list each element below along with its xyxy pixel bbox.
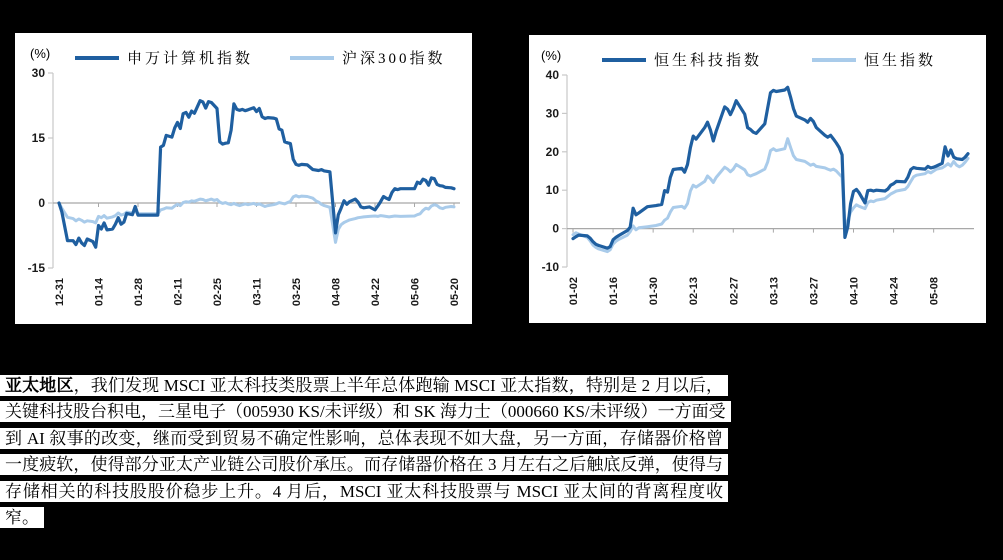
svg-text:02-11: 02-11: [172, 278, 185, 306]
svg-text:03-27: 03-27: [808, 277, 821, 306]
series-line-swatch: [75, 56, 119, 60]
svg-text:30: 30: [31, 66, 45, 80]
legend-item: [812, 49, 936, 70]
sw-computer-vs-csi300-chart: [15, 33, 472, 324]
chart-plot: [15, 63, 472, 324]
svg-text:01-16: 01-16: [608, 277, 621, 306]
svg-text:-10: -10: [541, 260, 559, 274]
svg-text:04-08: 04-08: [330, 278, 343, 307]
chart-legend: [529, 35, 986, 69]
svg-text:01-14: 01-14: [93, 278, 106, 307]
svg-text:05-20: 05-20: [449, 278, 461, 307]
legend-item: [290, 47, 446, 68]
legend-label: 恒生指数: [864, 53, 937, 69]
svg-text:03-13: 03-13: [768, 277, 781, 306]
series-line-swatch: [812, 58, 856, 62]
svg-text:15: 15: [31, 131, 45, 145]
svg-text:02-27: 02-27: [728, 277, 741, 306]
svg-text:01-30: 01-30: [648, 277, 661, 306]
svg-text:01-28: 01-28: [133, 278, 145, 307]
legend-label: 申万计算机指数: [127, 51, 254, 67]
svg-text:02-13: 02-13: [688, 277, 701, 306]
svg-text:30: 30: [545, 106, 559, 121]
hstech-vs-hsi-chart: [529, 35, 986, 323]
svg-text:10: 10: [545, 183, 559, 198]
legend-item: [602, 49, 762, 70]
svg-text:0: 0: [552, 221, 559, 236]
svg-text:04-24: 04-24: [888, 277, 901, 306]
chart-plot: [529, 65, 986, 323]
svg-text:12-31: 12-31: [54, 278, 66, 307]
svg-text:04-10: 04-10: [848, 277, 861, 306]
legend-item: [75, 47, 253, 68]
y-axis-unit-label: (%): [30, 46, 51, 61]
svg-text:03-11: 03-11: [251, 278, 264, 306]
svg-text:04-22: 04-22: [370, 278, 382, 307]
svg-text:40: 40: [545, 68, 559, 82]
svg-text:05-06: 05-06: [409, 278, 422, 307]
svg-text:01-02: 01-02: [568, 277, 580, 306]
chart-legend: [15, 33, 472, 67]
series-line-swatch: [602, 58, 646, 62]
series-line-swatch: [290, 56, 334, 60]
svg-text:03-25: 03-25: [291, 278, 303, 307]
y-axis-unit-label: (%): [541, 48, 562, 63]
commentary-lead: 亚太地区: [5, 376, 74, 395]
svg-text:0: 0: [38, 196, 45, 210]
svg-text:02-25: 02-25: [212, 278, 224, 307]
legend-label: 沪深300指数: [342, 51, 446, 67]
commentary-paragraph: [0, 373, 728, 531]
svg-text:20: 20: [545, 144, 559, 159]
legend-label: 恒生科技指数: [654, 53, 763, 69]
commentary-body: ，我们发现 MSCI 亚太科技类股票上半年总体跑输 MSCI 亚太指数，特别是 2 月以后，关键科技股台积电，三星电子（005930 KS/未评级）和 SK 海力士（000660 KS/未评级）一方面受到 AI 叙事的改变，继而受到贸易不确定性影响，总体表现不如大盘，另一方面，存储器价格曾一度疲软，使得部分亚太产业链公司股价承压。而存储器价格在 3 月左右之后触底反弹，使得与存储相关的科技股股价稳步上升。4 月后，MSCI 亚太科技股票与 MSCI 亚太间的背离程度收窄。: [5, 376, 726, 528]
svg-text:05-08: 05-08: [928, 277, 941, 306]
svg-text:-15: -15: [27, 261, 45, 275]
